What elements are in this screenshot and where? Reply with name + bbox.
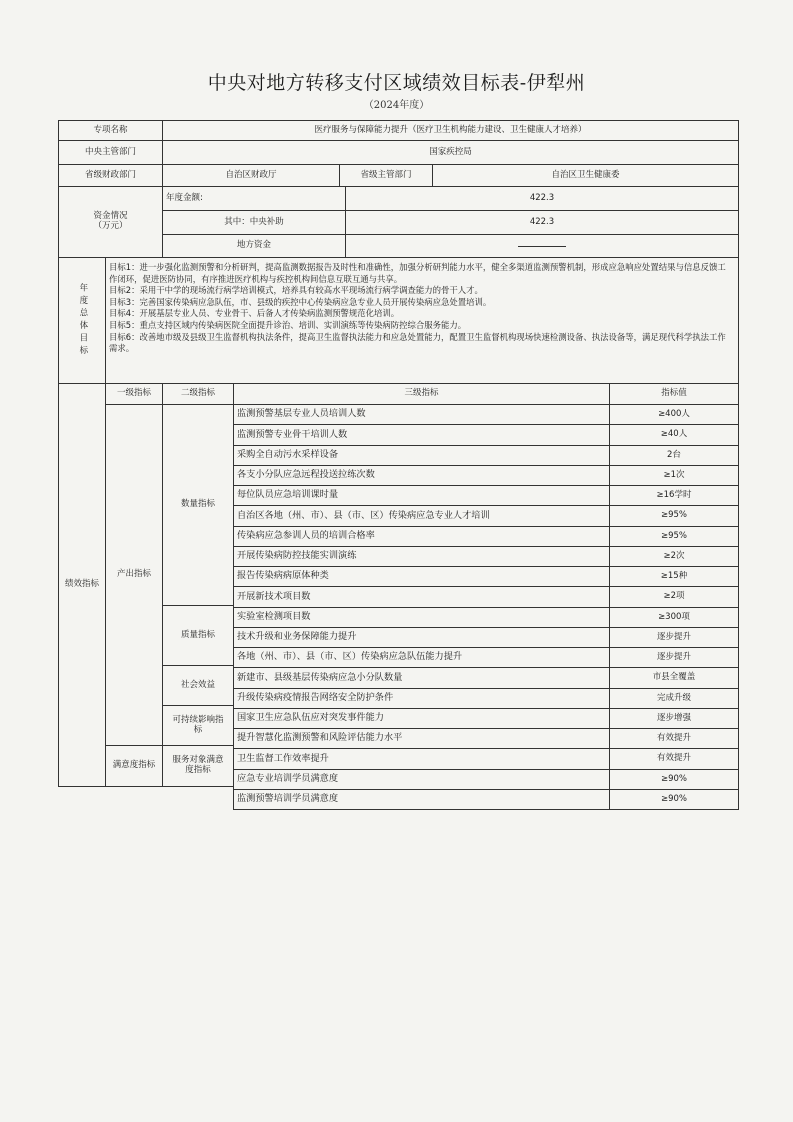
goal-3: 目标3：完善国家传染病应急队伍，市、县级的疾控中心传染病应急专业人员开展传染病应急处置培训。 <box>109 296 492 307</box>
indicator-name: 卫生监督工作效率提升 <box>233 748 610 770</box>
indicator-value: 有效提升 <box>609 748 739 770</box>
indicator-name: 传染病应急参训人员的培训合格率 <box>233 526 610 547</box>
indicator-name: 新建市、县级基层传染病应急小分队数量 <box>233 667 610 689</box>
local-funds-label: 地方资金 <box>162 234 346 258</box>
indicator-name: 实验室检测项目数 <box>233 607 610 628</box>
indicator-value: 2台 <box>609 445 739 466</box>
page-title: 中央对地方转移支付区域绩效目标表-伊犁州 <box>207 72 586 94</box>
goal-6: 目标6：改善地市级及县级卫生监督机构执法条件，提高卫生监督执法能力和应急处置能力，配置卫生监督机构现场快速检测设备、执法设备等，满足现代科学执法工作需求。 <box>109 331 726 354</box>
indicator-name: 国家卫生应急队伍应对突发事件能力 <box>233 708 610 729</box>
header-level1: 一级指标 <box>105 383 163 405</box>
indicator-value: 逐步增强 <box>609 708 739 729</box>
indicator-value: ≥2次 <box>609 546 739 567</box>
indicator-value: ≥90% <box>609 789 739 810</box>
annual-amount-value: 422.3 <box>345 186 739 211</box>
year-label: （2024年度） <box>363 100 430 111</box>
performance-table <box>58 120 739 805</box>
empty-dash <box>518 246 566 247</box>
level1-satisfaction: 满意度指标 <box>105 745 163 787</box>
indicator-name: 自治区各地（州、市）、县（市、区）传染病应急专业人才培训 <box>233 505 610 527</box>
annual-goals-label: 年度总体目标 <box>58 257 106 384</box>
level2-service-satisfaction: 服务对象满意度指标 <box>162 745 234 787</box>
indicator-value: ≥90% <box>609 769 739 790</box>
indicator-value: ≥300项 <box>609 607 739 628</box>
indicators-label: 绩效指标 <box>58 383 106 787</box>
header-level2: 二级指标 <box>162 383 234 405</box>
level2-quantity: 数量指标 <box>162 404 234 606</box>
annual-amount-label: 年度金额: <box>162 186 346 211</box>
level2-sustainability: 可持续影响指标 <box>162 705 234 746</box>
goal-4: 目标4：开展基层专业人员、专业骨干、后备人才传染病监测预警规范化培训。 <box>109 308 400 319</box>
indicator-value: ≥16学时 <box>609 485 739 506</box>
indicator-name: 报告传染病病原体种类 <box>233 566 610 587</box>
level1-output: 产出指标 <box>105 404 163 746</box>
funds-label: 资金情况（万元） <box>58 186 163 258</box>
indicator-name: 每位队员应急培训课时量 <box>233 485 610 506</box>
indicator-name: 应急专业培训学员满意度 <box>233 769 610 790</box>
prov-finance-label: 省级财政部门 <box>58 164 163 187</box>
prov-finance-value: 自治区财政厅 <box>162 164 340 187</box>
indicator-value: 有效提升 <box>609 728 739 749</box>
indicator-name: 各地（州、市）、县（市、区）传染病应急队伍能力提升 <box>233 647 610 668</box>
project-name-label: 专项名称 <box>58 120 163 141</box>
prov-dept-label: 省级主管部门 <box>339 164 433 187</box>
indicator-value: ≥15种 <box>609 566 739 587</box>
indicator-name: 开展新技术项目数 <box>233 586 610 608</box>
indicator-name: 提升智慧化监测预警和风险评估能力水平 <box>233 728 610 749</box>
header-level3: 三级指标 <box>233 383 610 405</box>
indicator-value: ≥400人 <box>609 404 739 425</box>
indicator-value: 逐步提升 <box>609 647 739 668</box>
indicator-name: 监测预警培训学员满意度 <box>233 789 610 810</box>
indicator-name: 开展传染病防控技能实训演练 <box>233 546 610 567</box>
goal-1: 目标1：进一步强化监测预警和分析研判，提高监测数据报告及时性和准确性，加强分析研判能力水平，健全多渠道监测预警机制，形成应急响应处置结果与信息反馈工作闭环，促进医防协同，有序推进医疗机构与疾控机构间信息互联互通与共享。 <box>109 262 726 284</box>
header-value: 指标值 <box>609 383 739 405</box>
central-dept-value: 国家疾控局 <box>162 140 739 165</box>
indicator-name: 采购全自动污水采样设备 <box>233 445 610 466</box>
project-name-value: 医疗服务与保障能力提升（医疗卫生机构能力建设、卫生健康人才培养） <box>162 120 739 141</box>
indicator-value: 逐步提升 <box>609 627 739 648</box>
level2-quality: 质量指标 <box>162 605 234 666</box>
indicator-name: 监测预警专业骨干培训人数 <box>233 424 610 446</box>
central-subsidy-value: 422.3 <box>345 210 739 235</box>
central-dept-label: 中央主管部门 <box>58 140 163 165</box>
local-funds-value <box>345 234 739 258</box>
indicator-value: ≥40人 <box>609 424 739 446</box>
goal-5: 目标5：重点支持区域内传染病医院全面提升诊治、培训、实训演练等传染病防控综合服务能力。 <box>109 319 467 330</box>
indicator-value: ≥2项 <box>609 586 739 608</box>
indicator-name: 各支小分队应急远程投送拉练次数 <box>233 465 610 486</box>
prov-dept-value: 自治区卫生健康委 <box>432 164 739 187</box>
indicator-value: 完成升级 <box>609 688 739 709</box>
indicator-name: 监测预警基层专业人员培训人数 <box>233 404 610 425</box>
indicator-name: 升级传染病疫情报告网络安全防护条件 <box>233 688 610 709</box>
indicator-value: 市县全覆盖 <box>609 667 739 689</box>
indicator-value: ≥95% <box>609 505 739 527</box>
indicator-value: ≥95% <box>609 526 739 547</box>
indicator-name: 技术升级和业务保障能力提升 <box>233 627 610 648</box>
indicator-value: ≥1次 <box>609 465 739 486</box>
central-subsidy-label: 其中：中央补助 <box>162 210 346 235</box>
goal-2: 目标2：采用干中学的现场流行病学培训模式，培养具有较高水平现场流行病学调查能力的骨干人才。 <box>109 285 483 296</box>
annual-goals-text <box>105 257 739 384</box>
level2-social-benefit: 社会效益 <box>162 665 234 706</box>
